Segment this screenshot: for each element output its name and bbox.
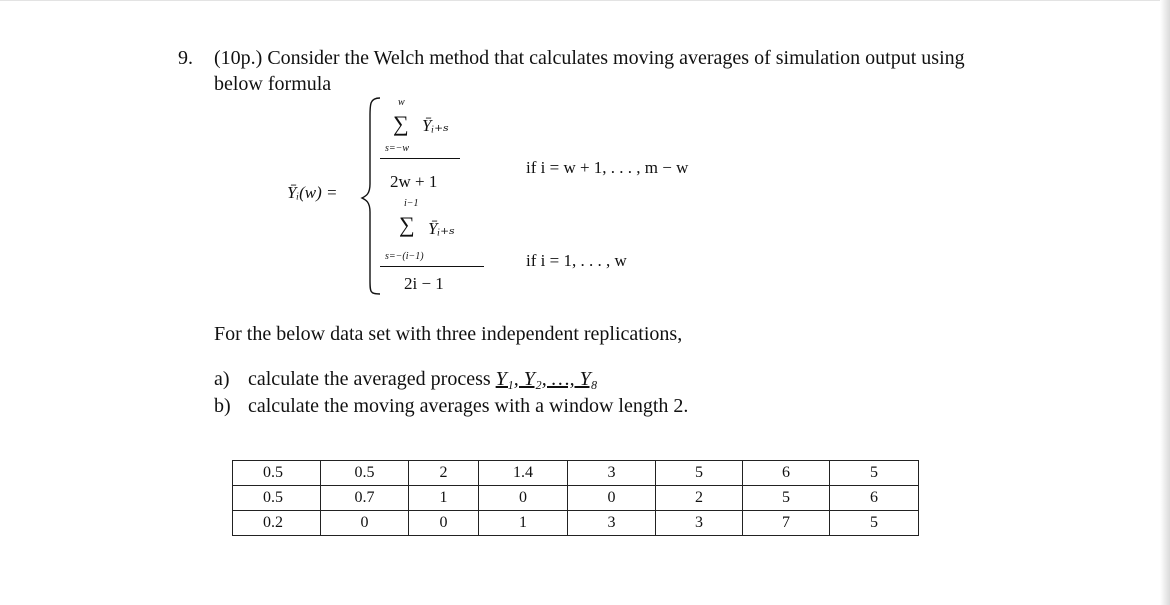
replications-table xyxy=(232,460,919,536)
table-cell: 0.2 xyxy=(233,511,321,536)
case2-summand: Ȳᵢ₊ₛ xyxy=(428,219,455,238)
part-a-body: calculate the averaged process xyxy=(248,368,496,390)
case2-denominator: 2i − 1 xyxy=(404,274,444,293)
table-cell: 2 xyxy=(656,486,743,511)
top-border xyxy=(0,0,1170,1)
page-edge-shadow xyxy=(1160,0,1170,605)
case1-sum-upper: w xyxy=(398,97,405,108)
case1-sum-lower: s=−w xyxy=(385,143,410,154)
question-number: 9. xyxy=(178,47,193,69)
table-cell: 1 xyxy=(479,511,568,536)
table-cell: 5 xyxy=(743,486,830,511)
table-cell: 1 xyxy=(409,486,479,511)
table-cell: 6 xyxy=(830,486,919,511)
table-row xyxy=(233,486,919,511)
table-cell: 0 xyxy=(568,486,656,511)
table-cell: 5 xyxy=(830,461,919,486)
question-line-2: below formula xyxy=(214,73,332,95)
table-cell: 0 xyxy=(321,511,409,536)
table-cell: 0.5 xyxy=(233,486,321,511)
case1-fraction-bar xyxy=(380,158,460,159)
table-cell: 7 xyxy=(743,511,830,536)
table-cell: 2 xyxy=(409,461,479,486)
case2-sum-upper: i−1 xyxy=(404,198,419,209)
case1-summand: Ȳᵢ₊ₛ xyxy=(422,116,449,135)
table-cell: 3 xyxy=(568,511,656,536)
case2-fraction-bar xyxy=(380,266,484,267)
case1-sum-sign: ∑ xyxy=(393,111,409,136)
table-cell: 0.5 xyxy=(233,461,321,486)
case2-sum-sign: ∑ xyxy=(399,212,415,237)
case2-condition: if i = 1, . . . , w xyxy=(526,251,627,270)
table-row xyxy=(233,461,919,486)
part-b-text: calculate the moving averages with a window length 2. xyxy=(248,395,689,417)
table-cell: 0.7 xyxy=(321,486,409,511)
table-cell: 0.5 xyxy=(321,461,409,486)
part-b-label: b) xyxy=(214,395,231,417)
table-cell: 3 xyxy=(568,461,656,486)
intro-text: For the below data set with three independent replications, xyxy=(214,323,683,345)
question-line-1: (10p.) Consider the Welch method that calculates moving averages of simulation output using xyxy=(214,47,965,69)
case1-denominator: 2w + 1 xyxy=(390,172,438,191)
table-cell: 0 xyxy=(479,486,568,511)
table-cell: 6 xyxy=(743,461,830,486)
table-cell: 3 xyxy=(656,511,743,536)
table-cell: 0 xyxy=(409,511,479,536)
table-cell: 5 xyxy=(830,511,919,536)
case1-condition: if i = w + 1, . . . , m − w xyxy=(526,158,689,177)
part-a-math: Y₁, Y₂, …, Y₈ xyxy=(495,368,598,390)
left-brace xyxy=(360,96,382,296)
table-row xyxy=(233,511,919,536)
part-a-text xyxy=(248,366,598,392)
part-a-label: a) xyxy=(214,368,230,390)
case2-sum-lower: s=−(i−1) xyxy=(385,251,424,262)
table-cell: 1.4 xyxy=(479,461,568,486)
formula-lhs: Ȳᵢ(w) = xyxy=(287,183,338,202)
table-cell: 5 xyxy=(656,461,743,486)
